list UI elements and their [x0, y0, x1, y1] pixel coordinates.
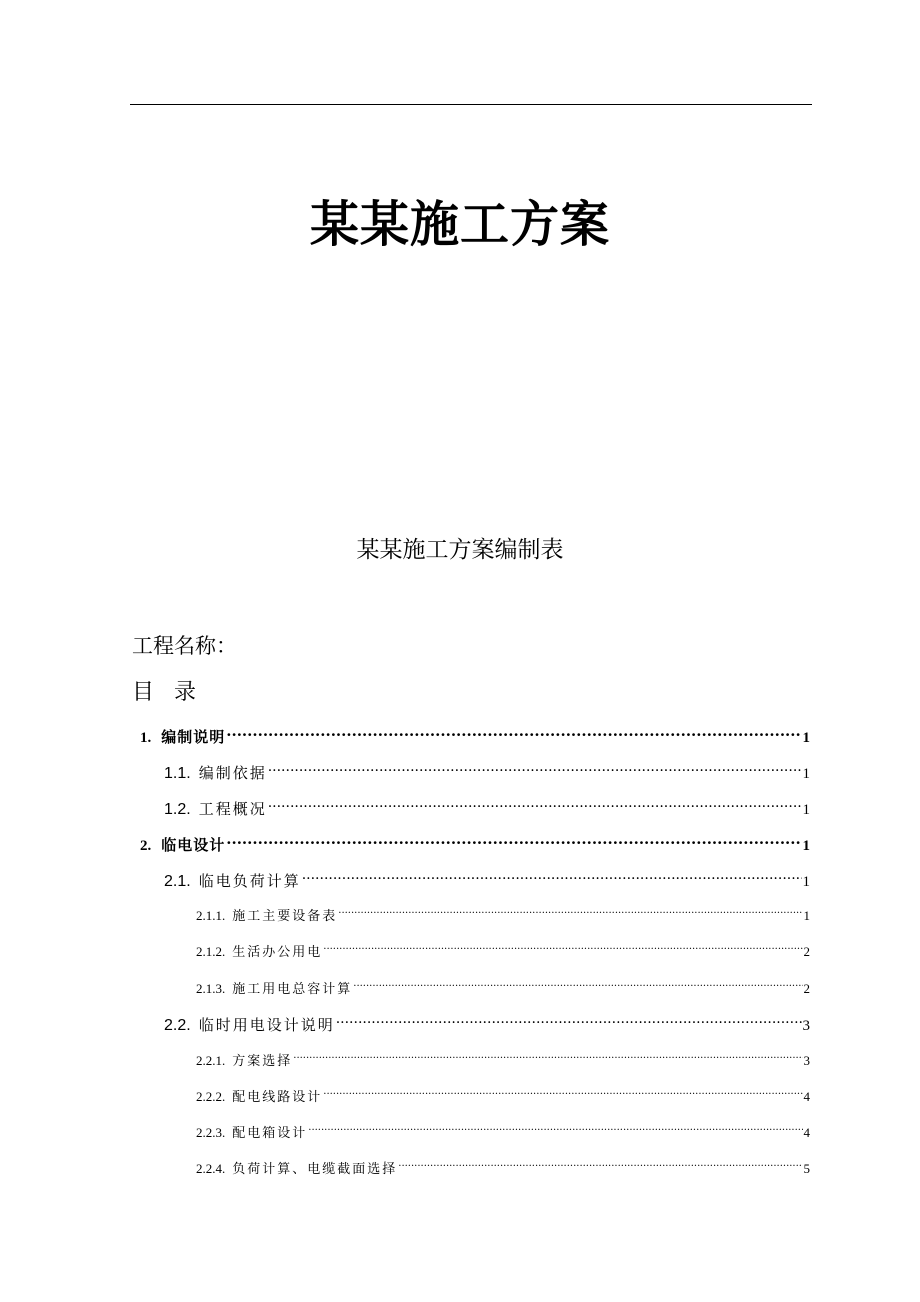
- toc-entry-number: 2.2.3.: [196, 1125, 226, 1140]
- toc-entry-title: 临电设计: [161, 836, 226, 854]
- project-name-label: 工程名称：: [132, 634, 237, 658]
- document-title: 某某施工方案: [309, 196, 610, 253]
- toc-entry-page: 1: [803, 908, 810, 923]
- toc-entry-number: 2.1.2.: [196, 944, 226, 959]
- toc-entry[interactable]: [140, 726, 810, 749]
- toc-dot-leader: [338, 908, 802, 920]
- toc-entry[interactable]: [196, 980, 810, 999]
- toc-entry-page: 1: [802, 730, 810, 746]
- toc-entry-number: 2.1.1.: [196, 908, 226, 923]
- toc-entry-title: 施工用电总容计算: [232, 982, 353, 997]
- toc-entry-page: 1: [802, 802, 810, 818]
- toc-entry-title: 生活办公用电: [232, 945, 323, 960]
- toc-entry-number: 1.2.: [164, 801, 191, 818]
- toc-entry-page: 4: [803, 1089, 810, 1104]
- toc-dot-leader: [323, 944, 802, 956]
- toc-entry-page: 3: [802, 1018, 810, 1034]
- toc-dot-leader: [308, 1125, 802, 1137]
- toc-dot-leader: [398, 1161, 802, 1173]
- toc-entry-number: 2.2.1.: [196, 1053, 226, 1068]
- toc-entry[interactable]: [164, 798, 810, 821]
- header-rule: [130, 104, 812, 105]
- toc-entry-number: 2.: [140, 838, 152, 854]
- toc-entry[interactable]: [196, 1052, 810, 1071]
- toc-entry-number: 2.2.2.: [196, 1089, 226, 1104]
- toc-entry-number: 2.2.: [164, 1017, 191, 1034]
- toc-entry-title: 临电负荷计算: [198, 872, 301, 890]
- toc-entry[interactable]: [164, 1014, 810, 1037]
- toc-entry[interactable]: [164, 762, 810, 785]
- toc-entry-number: 1.1.: [164, 765, 191, 782]
- document-subtitle: 某某施工方案编制表: [356, 537, 564, 563]
- toc-entry-number: 2.1.3.: [196, 981, 226, 996]
- toc-entry[interactable]: [164, 870, 810, 893]
- toc-entry-page: 2: [803, 981, 810, 996]
- toc-entry-page: 4: [803, 1125, 810, 1140]
- toc-entry-page: 1: [802, 838, 810, 854]
- toc-dot-leader: [226, 727, 801, 742]
- toc-entry[interactable]: [140, 834, 810, 857]
- toc-dot-leader: [268, 763, 802, 778]
- toc-entry-title: 施工主要设备表: [232, 909, 338, 924]
- toc-dot-leader: [353, 981, 802, 993]
- toc-entry-title: 方案选择: [232, 1054, 293, 1069]
- toc-entry-number: 2.1.: [164, 873, 191, 890]
- toc-entry-page: 1: [802, 874, 810, 890]
- toc-entry-page: 5: [803, 1161, 810, 1176]
- toc-entry-page: 3: [803, 1053, 810, 1068]
- toc-dot-leader: [323, 1089, 802, 1101]
- toc-entry-title: 工程概况: [198, 800, 267, 818]
- toc-entry-page: 1: [802, 766, 810, 782]
- toc-heading: 目录: [132, 680, 217, 705]
- toc-entry-title: 配电箱设计: [232, 1126, 308, 1141]
- toc-dot-leader: [268, 799, 802, 814]
- toc-dot-leader: [293, 1053, 802, 1065]
- toc-entry-number: 1.: [140, 730, 152, 746]
- toc-entry[interactable]: [196, 1160, 810, 1179]
- toc-entry[interactable]: [196, 943, 810, 962]
- toc-entry-title: 编制说明: [161, 728, 226, 746]
- toc-dot-leader: [226, 835, 801, 850]
- toc-entry-title: 临时用电设计说明: [198, 1016, 335, 1034]
- toc-entry-title: 编制依据: [198, 764, 267, 782]
- toc-entry-number: 2.2.4.: [196, 1161, 226, 1176]
- toc-entry-title: 配电线路设计: [232, 1090, 323, 1105]
- toc-entry-page: 2: [803, 944, 810, 959]
- toc-entry-title: 负荷计算、电缆截面选择: [232, 1162, 398, 1177]
- toc-entry[interactable]: [196, 1124, 810, 1143]
- toc-dot-leader: [336, 1015, 802, 1030]
- toc-entry[interactable]: [196, 907, 810, 926]
- toc-entry[interactable]: [196, 1088, 810, 1107]
- toc-dot-leader: [302, 871, 802, 886]
